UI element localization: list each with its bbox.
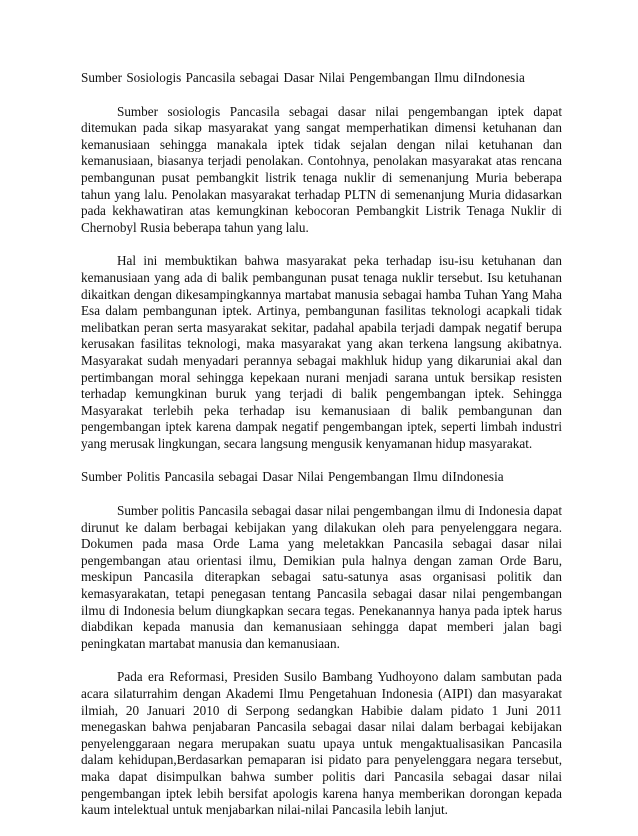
section-heading-sosiologis: Sumber Sosiologis Pancasila sebagai Dasar Nilai Pengembangan Ilmu diIndonesia [81,70,525,85]
document-page [81,70,562,836]
section-heading-politis: Sumber Politis Pancasila sebagai Dasar Nilai Pengembangan Ilmu diIndonesia [81,469,504,485]
paragraph-politis-2: Pada era Reformasi, Presiden Susilo Bambang Yudhoyono dalam sambutan pada acara silaturrahim dengan Akademi Ilmu Pengetahuan Indonesia (AIPI) dan masyarakat ilmiah, 20 Januari 2010 di Serpong sedangkan Habibie dalam pidato 1 Juni 2011 menegaskan bahwa penjabaran Pancasila sebagai dasar nilai dalam berbagai kebijakan penyelenggaraan negara merupakan suatu upaya untuk mengaktualisasikan Pancasila dalam kehidupan,Berdasarkan pemaparan isi pidato para penyelenggara negara tersebut, maka dapat disimpulkan bahwa sumber politis dari Pancasila sebagai dasar nilai pengembangan iptek lebih bersifat apologis karena hanya memberikan dorongan kepada kaum intelektual untuk menjabarkan nilai-nilai Pancasila lebih lanjut. [81,669,562,818]
paragraph-sosiologis-1: Sumber sosiologis Pancasila sebagai dasar nilai pengembangan iptek dapat ditemukan pada sikap masyarakat yang sangat memperhatikan dimensi ketuhanan dan kemanusiaan sehingga manakala iptek tidak sejalan dengan nilai ketuhanan dan kemanusiaan, biasanya terjadi penolakan. Contohnya, penolakan masyarakat atas rencana pembangunan pusat pembangkit listrik tenaga nuklir di semenanjung Muria beberapa tahun yang lalu. Penolakan masyarakat terhadap PLTN di semenanjung Muria didasarkan pada kekhawatiran atas kemungkinan kebocoran Pembangkit Listrik Tenaga Nuklir di Chernobyl Rusia beberapa tahun yang lalu. [81,103,562,235]
paragraph-politis-1: Sumber politis Pancasila sebagai dasar nilai pengembangan ilmu di Indonesia dapat dirunut ke dalam berbagai kebijakan yang dilakukan oleh para penyelenggara negara. Dokumen pada masa Orde Lama yang meletakkan Pancasila sebagai dasar nilai pengembangan atau orientasi ilmu, Demikian pula halnya dengan zaman Orde Baru, meskipun Pancasila diterapkan sebagai satu-satunya asas organisasi politik dan kemasyarakatan, tetapi penegasan tentang Pancasila sebagai dasar nilai pengembangan ilmu di Indonesia belum diungkapkan secara tegas. Penekanannya hanya pada iptek harus diabdikan kepada manusia dan kemanusiaan sehingga dapat memberi jalan bagi peningkatan martabat manusia dan kemanusiaan. [81,503,562,651]
paragraph-sosiologis-2: Hal ini membuktikan bahwa masyarakat peka terhadap isu-isu ketuhanan dan kemanusiaan yang ada di balik pembangunan pusat tenaga nuklir tersebut. Isu ketuhanan dikaitkan dengan dikesampingkannya martabat manusia sebagai hamba Tuhan Yang Maha Esa dalam pembangunan iptek. Artinya, pembangunan fasilitas teknologi acapkali tidak melibatkan peran serta masyarakat sekitar, padahal apabila terjadi dampak negatif berupa kerusakan fasilitas teknologi, maka masyarakat yang akan terkena langsung akibatnya. Masyarakat sudah menyadari perannya sebagai makhluk hidup yang dikaruniai akal dan pertimbangan moral sehingga kepekaan nurani menjadi sarana untuk bersikap resisten terhadap kemungkinan buruk yang terjadi di balik pengembangan iptek. Sehingga Masyarakat terlebih peka terhadap isu kemanusiaan di balik pembangunan dan pengembangan iptek karena dampak negatif pengembangan iptek, seperti limbah industri yang merusak lingkungan, secara langsung mengusik kenyamanan hidup masyarakat. [81,253,562,451]
